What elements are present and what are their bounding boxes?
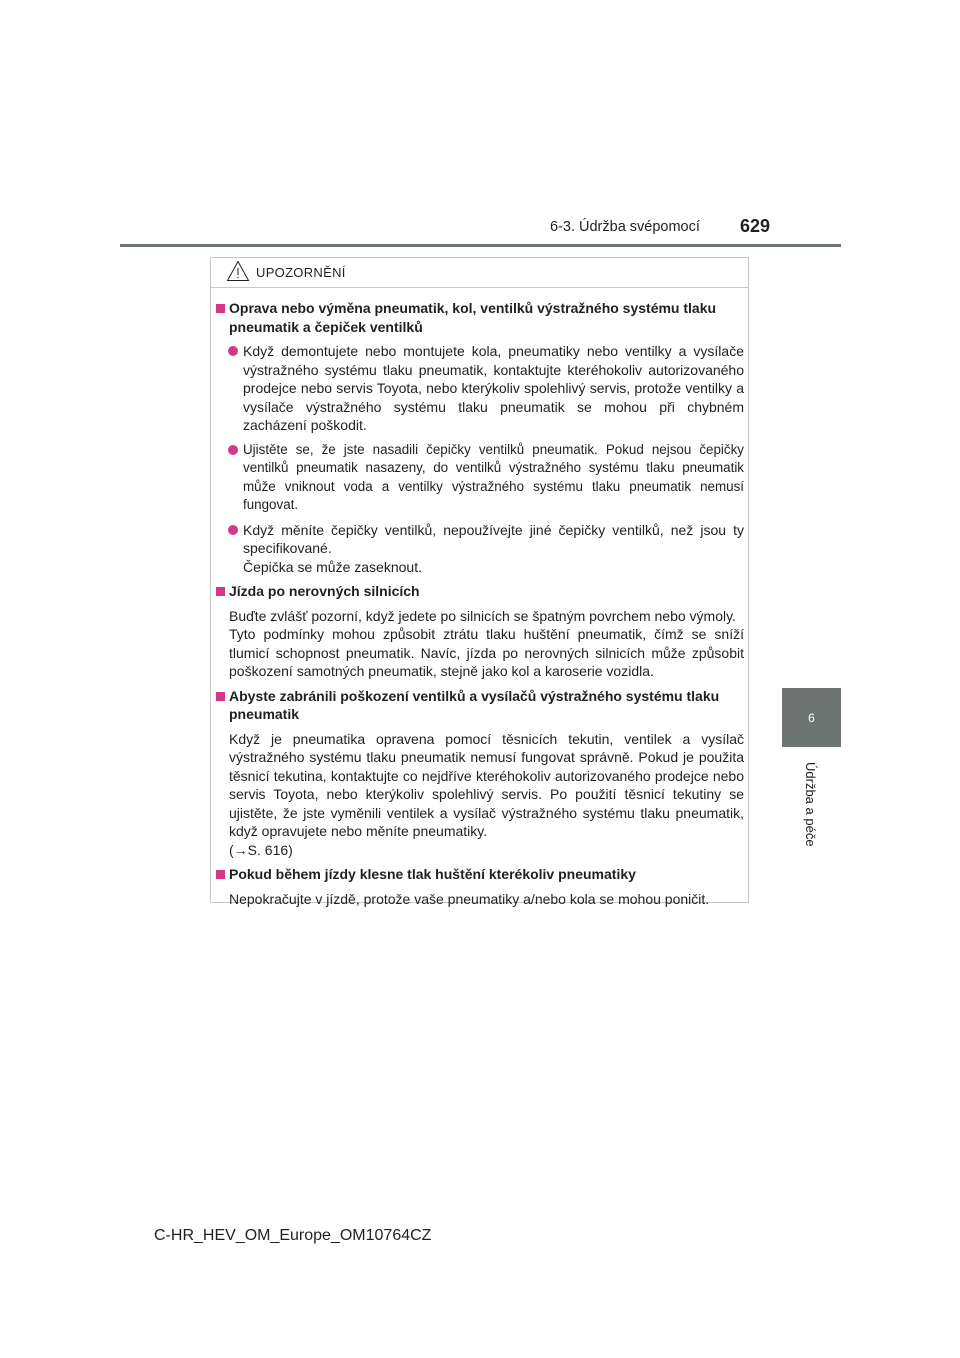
circle-bullet-icon — [228, 445, 238, 455]
page-reference-link[interactable]: (→S. 616) — [229, 841, 293, 858]
section-heading: Oprava nebo výměna pneumatik, kol, ventilků výstražného systému tlaku pneumatik a čepiček ventilků — [216, 299, 744, 336]
square-bullet-icon — [216, 870, 225, 879]
chapter-title-vertical — [802, 762, 822, 862]
circle-bullet-icon — [228, 525, 238, 535]
document-id: C-HR_HEV_OM_Europe_OM10764CZ — [154, 1227, 432, 1244]
circle-bullet-icon — [228, 346, 238, 356]
warning-triangle-icon — [226, 260, 250, 282]
section-heading: Abyste zabránili poškození ventilků a vysílačů výstražného systému tlaku pneumatik — [216, 687, 744, 724]
warning-content — [216, 299, 744, 914]
list-item: Když měníte čepičky ventilků, nepoužívejte jiné čepičky ventilků, než jsou ty specifikované. Čepička se může zaseknout. — [216, 521, 744, 577]
chapter-tab[interactable] — [782, 688, 841, 747]
warning-title: UPOZORNĚNÍ — [256, 265, 346, 280]
section-heading: Jízda po nerovných silnicích — [216, 582, 744, 601]
list-item: Ujistěte se, že jste nasadili čepičky ventilků pneumatik. Pokud nejsou čepičky ventilků pneumatik nasazeny, do ventilků výstražného systému tlaku pneumatik může vniknout voda a ventilky výstražného systému tlaku pneumatik nemusí fungovat. — [216, 441, 744, 515]
header-divider — [120, 244, 841, 247]
square-bullet-icon — [216, 304, 225, 313]
chapter-title: Údržba a péče — [803, 762, 818, 847]
square-bullet-icon — [216, 692, 225, 701]
page-number: 629 — [740, 216, 771, 236]
paragraph: Nepokračujte v jízdě, protože vaše pneumatiky a/nebo kola se mohou poničit. — [229, 890, 710, 907]
warning-box — [210, 257, 749, 907]
section-title: 6-3. Údržba svépomocí — [550, 219, 700, 235]
chapter-number: 6 — [808, 710, 815, 725]
paragraph: Buďte zvlášť pozorní, když jedete po silnicích se špatným povrchem nebo výmoly. Tyto podmínky mohou způsobit ztrátu tlaku huštění pneumatik, čímž se sníží tlumicí schopnost pneumatik. Navíc, jízda po nerovných silnicích může způsobit poškození samotných pneumatik, stejně jako kol a karoserie vozidla. — [229, 607, 744, 679]
list-item: Když demontujete nebo montujete kola, pneumatiky nebo ventilky a vysílače výstražného systému tlaku pneumatik, kontaktujte kteréhokoliv autorizovaného prodejce nebo servis Toyota, nebo kterýkoliv spolehlivý servis, protože ventilky a vysílače výstražného systému tlaku pneumatik se mohou při chybném zacházení poškodit. — [216, 342, 744, 435]
paragraph: Když je pneumatika opravena pomocí těsnicích tekutin, ventilek a vysílač výstražného systému tlaku pneumatik nemusí fungovat správně. Pokud je použita těsnicí tekutina, kontaktujte co nejdříve kteréhokoliv autorizovaného prodejce nebo servis Toyota, nebo kterýkoliv spolehlivý servis. Po použití těsnicí tekutiny se ujistěte, že jste vyměnili ventilek a vysílač výstražného systému tlaku pneumatik, když opravujete nebo měníte pneumatiky. (→S. 616) — [229, 730, 744, 858]
square-bullet-icon — [216, 587, 225, 596]
warning-header — [211, 258, 748, 288]
section-heading: Pokud během jízdy klesne tlak huštění kterékoliv pneumatiky — [216, 865, 744, 884]
